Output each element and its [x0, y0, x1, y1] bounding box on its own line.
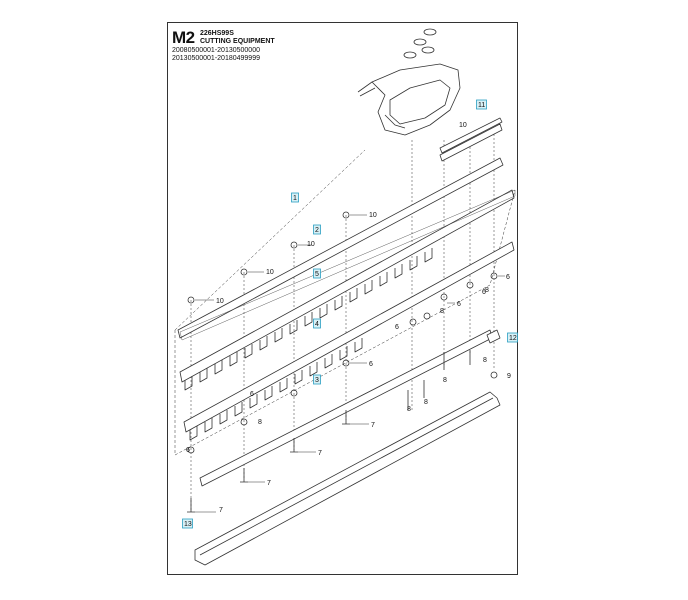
callout-7 — [219, 507, 223, 514]
callout-label: 2 — [315, 227, 319, 234]
callout-label: 10 — [369, 212, 377, 219]
callout-13 — [183, 519, 193, 528]
serial-range-2: 20130500001-20180499999 — [172, 55, 260, 62]
callout-label: 8 — [443, 377, 447, 384]
callout-label: 10 — [266, 269, 274, 276]
callout-label: 6 — [250, 391, 254, 398]
assembly-outline-top — [175, 150, 365, 330]
serial-range-1: 20080500001-20130500000 — [172, 47, 260, 54]
callout-7 — [318, 450, 322, 457]
callout-8 — [483, 357, 487, 364]
plate-11 — [440, 124, 502, 161]
callout-10 — [307, 241, 315, 248]
callout-label: 12 — [509, 335, 517, 342]
callout-3 — [314, 375, 321, 384]
callout-label: 13 — [184, 521, 192, 528]
callout-8 — [440, 308, 444, 315]
callout-8 — [443, 377, 447, 384]
guard-13 — [195, 392, 500, 565]
callout-label: 6 — [369, 361, 373, 368]
callout-label: 7 — [371, 422, 375, 429]
callout-label: 10 — [216, 298, 224, 305]
callout-label: 6 — [457, 301, 461, 308]
callout-label: 8 — [483, 357, 487, 364]
callout-6 — [186, 447, 190, 454]
callout-10 — [459, 122, 467, 129]
callout-10 — [266, 269, 274, 276]
callout-label: 7 — [318, 450, 322, 457]
callout-label: 6 — [186, 447, 190, 454]
callout-8 — [485, 287, 489, 294]
callout-1 — [292, 193, 299, 202]
callout-label: 6 — [482, 289, 486, 296]
callout-label: 1 — [293, 195, 297, 202]
callout-6 — [250, 391, 254, 398]
callout-6 — [457, 301, 461, 308]
callout-label: 4 — [315, 321, 319, 328]
plate-10 — [440, 118, 502, 153]
callout-label: 8 — [485, 287, 489, 294]
callout-label: 10 — [307, 241, 315, 248]
callout-label: 5 — [315, 271, 319, 278]
callout-label: 7 — [267, 480, 271, 487]
callout-9 — [507, 373, 511, 380]
callout-label: 8 — [258, 419, 262, 426]
callout-7 — [371, 422, 375, 429]
section-title: CUTTING EQUIPMENT — [200, 38, 275, 45]
callout-7 — [267, 480, 271, 487]
callout-label: 9 — [507, 373, 511, 380]
callout-label: 6 — [395, 324, 399, 331]
gear-housing — [358, 29, 460, 135]
callout-label: 10 — [459, 122, 467, 129]
callout-8 — [407, 406, 411, 413]
callout-10 — [369, 212, 377, 219]
callout-8 — [424, 399, 428, 406]
callout-label: 3 — [315, 377, 319, 384]
model-number: 226HS99S — [200, 30, 234, 37]
callout-5 — [314, 269, 321, 278]
callout-label: 8 — [440, 308, 444, 315]
callout-11 — [477, 100, 487, 109]
callout-label: 8 — [407, 406, 411, 413]
callout-label: 8 — [424, 399, 428, 406]
callout-2 — [314, 225, 321, 234]
callout-4 — [314, 319, 321, 328]
callout-6 — [506, 274, 510, 281]
callout-10 — [216, 298, 224, 305]
bar-1 — [178, 158, 503, 338]
callout-label: 6 — [506, 274, 510, 281]
callout-12 — [508, 333, 518, 342]
callout-8 — [258, 419, 262, 426]
callout-label: 7 — [219, 507, 223, 514]
callout-6 — [369, 361, 373, 368]
section-code: M2 — [172, 28, 195, 47]
callout-6 — [395, 324, 399, 331]
callout-label: 11 — [478, 102, 486, 109]
